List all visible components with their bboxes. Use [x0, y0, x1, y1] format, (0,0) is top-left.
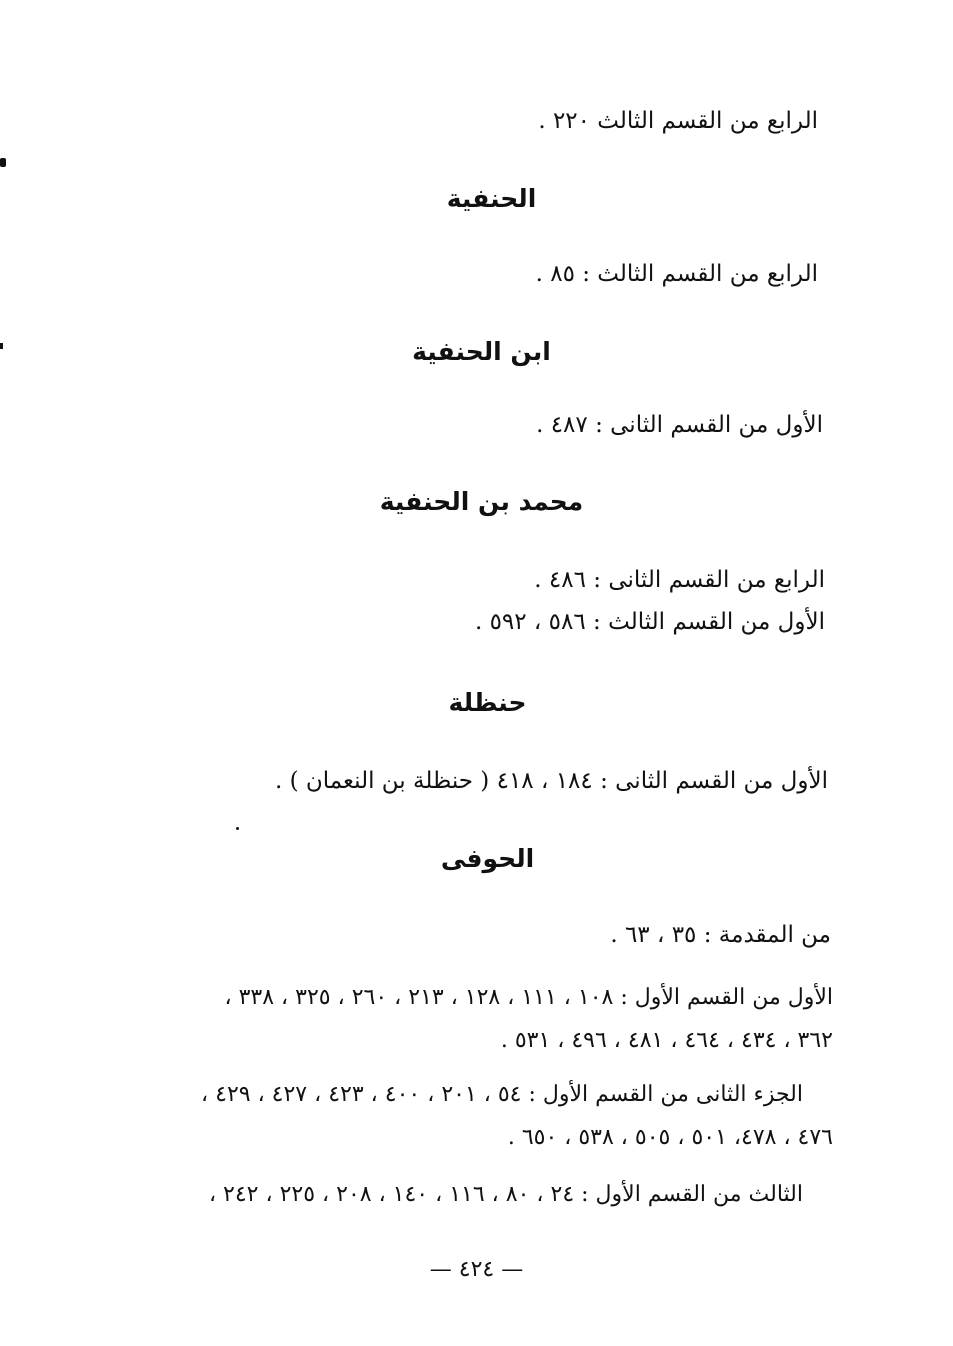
entry-line: الأول من القسم الثانى : ٤٨٧ . — [536, 412, 823, 438]
scan-mark-top — [0, 158, 6, 167]
entry-line-continuation: ٣٦٢ ، ٤٣٤ ، ٤٦٤ ، ٤٨١ ، ٤٩٦ ، ٥٣١ . — [500, 1028, 833, 1053]
entry-line: الأول من القسم الثانى : ١٨٤ ، ٤١٨ ( حنظلة بن النعمان ) . — [274, 768, 828, 794]
entry-line: الثالث من القسم الأول : ٢٤ ، ٨٠ ، ١١٦ ، ١٤٠ ، ٢٠٨ ، ٢٢٥ ، ٢٤٢ ، — [208, 1182, 803, 1207]
section-heading: ابن الحنفية — [412, 337, 551, 366]
entry-line: الرابع من القسم الثانى : ٤٨٦ . — [534, 567, 825, 593]
entry-line-continuation: ٤٧٦ ، ٤٧٨، ٥٠١ ، ٥٠٥ ، ٥٣٨ ، ٦٥٠ . — [507, 1125, 833, 1150]
entry-line: الرابع من القسم الثالث : ٨٥ . — [535, 261, 818, 287]
section-heading: حنظلة — [448, 688, 527, 717]
page-number: — ٤٢٤ — — [429, 1257, 524, 1282]
entry-line: الرابع من القسم الثالث ٢٢٠ . — [538, 108, 818, 134]
section-heading: محمد بن الحنفية — [379, 487, 584, 516]
section-heading: الحنفية — [446, 184, 537, 213]
entry-line: الأول من القسم الأول : ١٠٨ ، ١١١ ، ١٢٨ ، ٢١٣ ، ٢٦٠ ، ٣٢٥ ، ٣٣٨ ، — [224, 985, 833, 1010]
entry-line: الجزء الثانى من القسم الأول : ٥٤ ، ٢٠١ ، ٤٠٠ ، ٤٢٣ ، ٤٢٧ ، ٤٢٩ ، — [201, 1082, 803, 1107]
scan-dot — [236, 827, 239, 830]
section-heading: الحوفى — [440, 844, 535, 873]
entry-line: الأول من القسم الثالث : ٥٨٦ ، ٥٩٢ . — [474, 609, 825, 635]
entry-line: من المقدمة : ٣٥ ، ٦٣ . — [610, 922, 831, 948]
